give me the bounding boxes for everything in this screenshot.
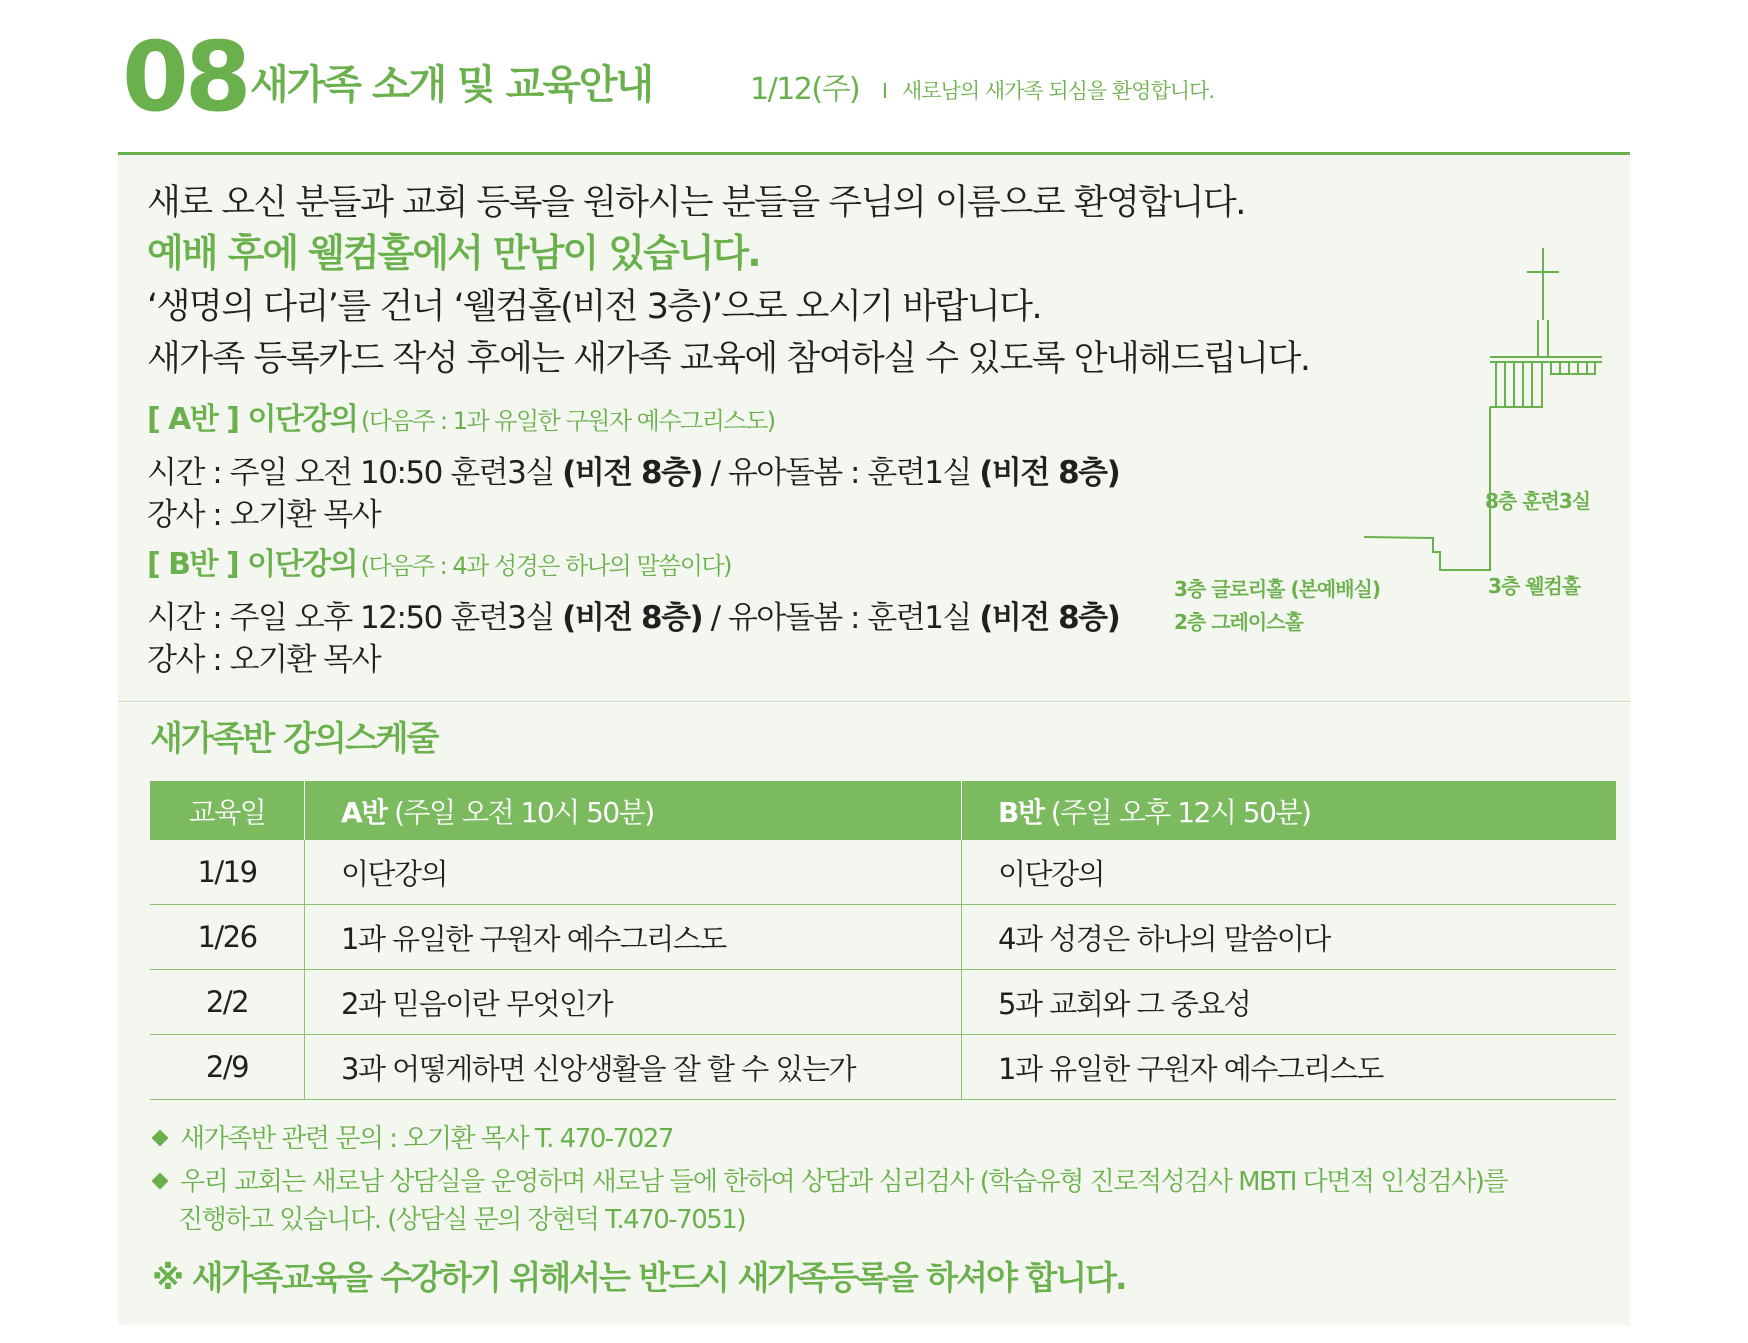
row-class-a: 이단강의	[305, 840, 962, 905]
class-a-time	[147, 452, 1119, 494]
row-date: 2/9	[150, 1035, 305, 1100]
row-class-b: 이단강의	[962, 840, 1617, 905]
class-b-childcare: / 유아돌봄 : 훈련1실	[710, 600, 971, 636]
registration-required-note: ※ 새가족교육을 수강하기 위해서는 반드시 새가족등록을 하셔야 합니다.	[152, 1258, 1126, 1297]
section-number: 08	[122, 21, 248, 133]
section-date: 1/12(주)	[750, 72, 860, 107]
section-subtitle: 새로남의 새가족 되심을 환영합니다.	[902, 79, 1214, 103]
label-8f: 8층 훈련3실	[1485, 489, 1591, 513]
class-a-next: (다음주 : 1과 유일한 구원자 예수그리스도)	[360, 407, 775, 435]
header-date: 교육일	[150, 781, 305, 840]
header-class-b	[962, 781, 1617, 840]
class-b-next: (다음주 : 4과 성경은 하나의 말씀이다)	[360, 552, 731, 580]
class-a-childcare: / 유아돌봄 : 훈련1실	[710, 455, 971, 491]
class-b-time	[147, 597, 1119, 639]
row-date: 1/19	[150, 840, 305, 905]
class-b-time-text: 시간 : 주일 오후 12:50 훈련3실	[147, 600, 554, 636]
row-class-b: 1과 유일한 구원자 예수그리스도	[962, 1035, 1617, 1100]
header-class-b-time: (주일 오후 12시 50분)	[1050, 795, 1311, 829]
counsel-text-line1: 우리 교회는 새로남 상담실을 운영하며 새로남 들에 한하여 상담과 심리검사 (학습유형 진로적성검사 MBTI 다면적 인성검사)를	[180, 1167, 1507, 1197]
header-class-b-name: B반	[998, 795, 1044, 829]
panel-divider	[118, 701, 1630, 702]
class-b-title: [ B반 ] 이단강의	[147, 547, 358, 582]
class-b-heading	[147, 543, 731, 591]
counsel-text-line2: 진행하고 있습니다. (상담실 문의 장현덕 T.470-7051)	[178, 1205, 745, 1235]
class-a-location: (비전 8층)	[562, 455, 703, 491]
table-row	[150, 905, 1616, 970]
class-a-title: [ A반 ] 이단강의	[147, 402, 358, 437]
church-building-illustration	[1075, 240, 1635, 690]
class-a-childcare-location: (비전 8층)	[979, 455, 1120, 491]
row-class-a: 1과 유일한 구원자 예수그리스도	[305, 905, 962, 970]
church-building-icon	[1075, 240, 1635, 690]
class-a-time-text: 시간 : 주일 오전 10:50 훈련3실	[147, 455, 554, 491]
header-class-a	[305, 781, 962, 840]
table-row	[150, 1035, 1616, 1100]
intro-directions: ‘생명의 다리’를 건너 ‘웰컴홀(비전 3층)’으로 오시기 바랍니다.	[147, 287, 1042, 327]
table-row	[150, 970, 1616, 1035]
row-class-b: 5과 교회와 그 중요성	[962, 970, 1617, 1035]
diamond-bullet-icon	[152, 1129, 169, 1146]
class-b-childcare-location: (비전 8층)	[979, 600, 1120, 636]
label-3f-glory: 3층 글로리홀 (본예배실)	[1174, 577, 1381, 601]
schedule-table	[150, 781, 1616, 1100]
section-header	[122, 22, 1622, 132]
label-3f-welcome: 3층 웰컴홀	[1488, 574, 1581, 598]
counsel-note	[150, 1163, 1507, 1201]
intro-welcome: 새로 오신 분들과 교회 등록을 원하시는 분들을 주님의 이름으로 환영합니다.	[147, 183, 1245, 223]
class-b-location: (비전 8층)	[562, 600, 703, 636]
section-title: 새가족 소개 및 교육안내	[250, 62, 653, 108]
inquiry-text: 새가족반 관련 문의 : 오기환 목사 T. 470-7027	[180, 1124, 673, 1154]
label-2f: 2층 그레이스홀	[1174, 610, 1303, 634]
intro-meeting: 예배 후에 웰컴홀에서 만남이 있습니다.	[147, 231, 760, 275]
class-a-heading	[147, 398, 775, 446]
schedule-title: 새가족반 강의스케줄	[150, 719, 438, 759]
diamond-bullet-icon	[152, 1172, 169, 1189]
row-class-a: 3과 어떻게하면 신앙생활을 잘 할 수 있는가	[305, 1035, 962, 1100]
row-date: 1/26	[150, 905, 305, 970]
class-b-teacher: 강사 : 오기환 목사	[147, 642, 381, 678]
header-class-a-time: (주일 오전 10시 50분)	[394, 795, 654, 829]
table-row	[150, 840, 1616, 905]
header-class-a-name: A반	[341, 795, 387, 829]
schedule-header-row	[150, 781, 1616, 840]
row-class-b: 4과 성경은 하나의 말씀이다	[962, 905, 1617, 970]
intro-registration: 새가족 등록카드 작성 후에는 새가족 교육에 참여하실 수 있도록 안내해드립니다.	[147, 339, 1310, 379]
header-separator: I	[882, 79, 888, 103]
row-class-a: 2과 믿음이란 무엇인가	[305, 970, 962, 1035]
class-a-teacher: 강사 : 오기환 목사	[147, 497, 381, 533]
inquiry-note	[150, 1120, 673, 1158]
row-date: 2/2	[150, 970, 305, 1035]
